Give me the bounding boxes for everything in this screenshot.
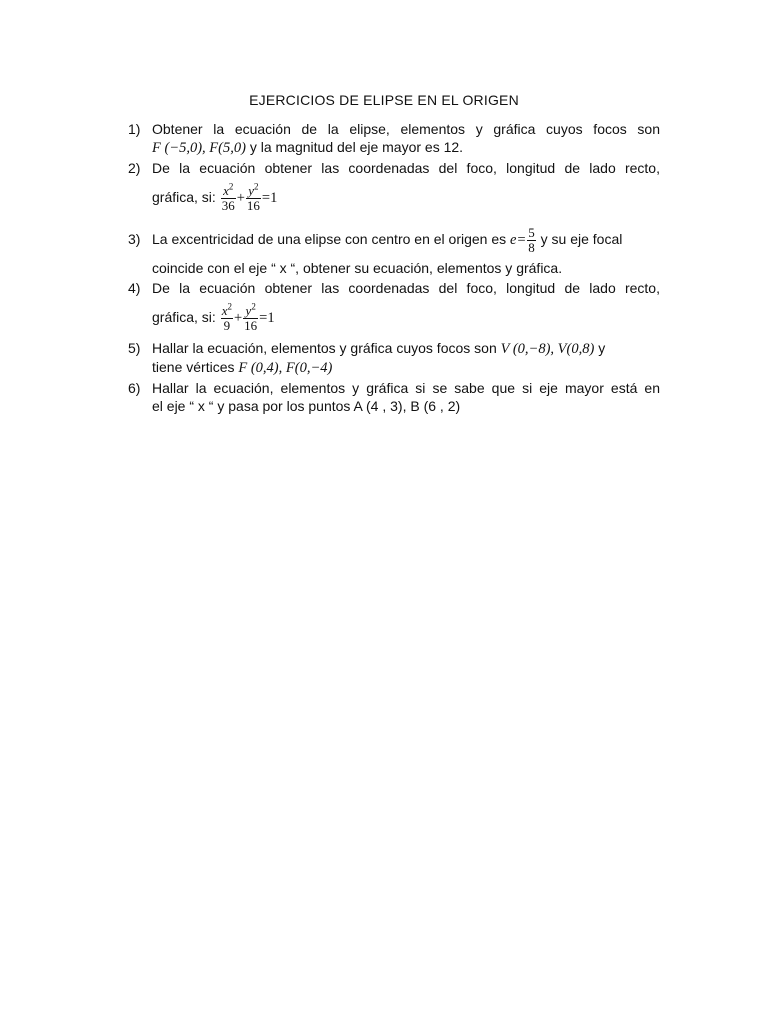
equation-line (152, 297, 660, 337)
equation-line (152, 177, 660, 217)
exercise-text: Obtener la ecuación de la elipse, elementos y gráfica cuyos focos son (152, 121, 660, 137)
fraction-y: $\frac{y^2}{16}$ (246, 181, 260, 213)
exercise-item-5 (128, 339, 660, 377)
exercise-text-cont: tiene vértices F (0,4), F(0,−4) (152, 359, 333, 376)
exercise-text-cont: coincide con el eje “ x “, obtener su ecuación, elementos y gráfica. (152, 260, 563, 276)
exercise-number: 3) (128, 231, 141, 247)
exercise-text: La excentricidad de una elipse con centro en el origen es e= $\frac{5}{8}$ y su eje focal (152, 224, 623, 255)
exercise-item-1 (128, 120, 660, 157)
exercise-text: y la magnitud del eje mayor es 12. (245, 139, 464, 155)
fraction-y: $\frac{y^2}{16}$ (244, 301, 258, 333)
exercise-item-2 (128, 159, 660, 217)
equals-one: =1 (261, 190, 278, 206)
exercise-number: 4) (128, 280, 141, 296)
foci-expression: F (−5,0), F(5,0) (152, 140, 246, 156)
exercise-text-cont (152, 138, 660, 157)
exercise-number: 5) (128, 340, 141, 356)
foci-expression: V (0,−8), V(0,8) (500, 341, 595, 357)
plus-sign: + (236, 190, 245, 206)
exercise-text: De la ecuación obtener las coordenadas del foco, longitud de lado recto, (152, 160, 660, 176)
exercise-text: De la ecuación obtener las coordenadas del foco, longitud de lado recto, (152, 280, 660, 296)
exercise-text: Hallar la ecuación, elementos y gráfica cuyos focos son V (0,−8), V(0,8) y (152, 340, 606, 357)
exercise-text-cont: el eje “ x “ y pasa por los puntos A (4 , 3), B (6 , 2) (152, 398, 461, 414)
plus-sign: + (233, 310, 243, 326)
equals-one: =1 (259, 310, 275, 326)
exercise-number: 1) (128, 121, 141, 137)
exercise-text: gráfica, si: (152, 309, 220, 325)
page-title: EJERCICIOS DE ELIPSE EN EL ORIGEN (249, 92, 519, 108)
exercise-number: 6) (128, 380, 141, 396)
exercise-item-3 (128, 219, 660, 277)
exercise-item-4 (128, 279, 660, 337)
fraction-x: $\frac{x^2}{9}$ (221, 301, 232, 333)
eccentricity-symbol: e= (510, 232, 527, 248)
vertices-expression: F (0,4), F(0,−4) (238, 360, 333, 376)
exercise-list (128, 120, 660, 415)
fraction-e: $\frac{5}{8}$ (528, 224, 535, 255)
exercise-item-6 (128, 379, 660, 415)
fraction-x: $\frac{x^2}{36}$ (221, 181, 235, 213)
exercise-text: gráfica, si: (152, 189, 220, 205)
exercise-number: 2) (128, 160, 141, 176)
exercise-text: Hallar la ecuación, elementos y gráfica si se sabe que si eje mayor está en (152, 380, 660, 396)
